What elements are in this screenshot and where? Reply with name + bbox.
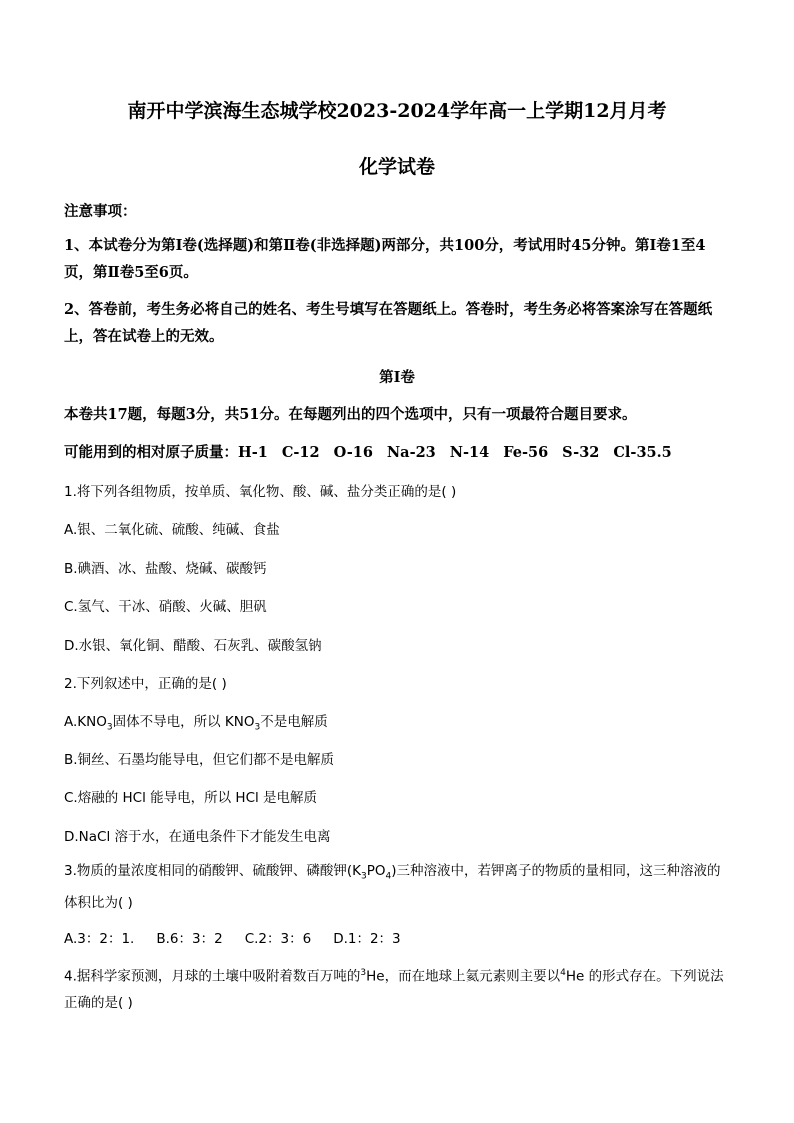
q2-a-text-2: 固体不导电，所以 KNO <box>112 714 255 730</box>
q3-options <box>64 927 401 947</box>
q1-stem: 1.将下列各组物质，按单质、氧化物、酸、碱、盐分类正确的是( ) <box>64 484 457 500</box>
atomic-masses-label: 可能用到的相对原子质量： <box>64 444 238 461</box>
q3-text-3: )三种溶液中，若钾离子的物质的量相同，这三种溶液的体积比为( ) <box>64 863 721 911</box>
notes-heading: 注意事项： <box>64 203 137 220</box>
q2-option-c: C.熔融的 HCl 能导电，所以 HCl 是电解质 <box>64 790 318 806</box>
note-item-1: 1、本试卷分为第Ⅰ卷(选择题)和第Ⅱ卷(非选择题)两部分，共100分，考试用时45分钟。第Ⅰ卷1至4页，第Ⅱ卷5至6页。 <box>64 237 706 281</box>
mass-fe: Fe-56 <box>503 444 549 461</box>
mass-s: S-32 <box>562 444 600 461</box>
q4-sup-1: 3 <box>360 968 367 978</box>
q2-stem: 2.下列叙述中，正确的是( ) <box>64 676 227 692</box>
q2-option-d: D.NaCl 溶于水，在通电条件下才能发生电离 <box>64 829 331 845</box>
q4-sup-2: 4 <box>560 968 566 978</box>
q2-a-sub-2: 3 <box>254 722 261 733</box>
section-instructions: 本卷共17题，每题3分，共51分。在每题列出的四个选项中，只有一项最符合题目要求。 <box>64 406 637 423</box>
section-title: 第Ⅰ卷 <box>379 369 415 386</box>
q3-sub-1: 3 <box>361 871 367 882</box>
q4-text-1: 4.据科学家预测，月球的土壤中吸附着数百万吨的 <box>64 968 361 985</box>
q4-text-3: He 的形式存在。下列说法正确的是( ) <box>64 968 724 1011</box>
q1-option-a: A.银、二氧化硫、硫酸、纯碱、食盐 <box>64 522 280 538</box>
q1-option-c: C.氢气、干冰、硝酸、火碱、胆矾 <box>64 599 267 615</box>
mass-cl: Cl-35.5 <box>613 444 672 461</box>
q3-option-c: C.2：3：6 <box>244 931 312 947</box>
q3-sub-2: 4 <box>385 871 392 882</box>
q4-stem <box>64 960 734 1016</box>
mass-o: O-16 <box>333 444 373 461</box>
exam-title: 南开中学滨海生态城学校2023-2024学年高一上学期12月月考 <box>127 100 667 122</box>
q3-option-d: D.1：2：3 <box>333 931 401 947</box>
q3-text-2: PO <box>366 863 386 879</box>
mass-c: C-12 <box>281 444 320 461</box>
atomic-masses <box>64 441 686 462</box>
mass-n: N-14 <box>449 444 490 461</box>
q3-stem <box>64 858 734 916</box>
mass-h: H-1 <box>238 444 268 461</box>
q2-a-text-3: 不是电解质 <box>260 714 328 730</box>
q4-text-2: He，而在地球上氦元素则主要以 <box>366 968 561 985</box>
q2-a-sub-1: 3 <box>106 722 113 733</box>
q1-option-b: B.碘酒、冰、盐酸、烧碱、碳酸钙 <box>64 561 267 577</box>
note-item-2: 2、答卷前，考生务必将自己的姓名、考生号填写在答题纸上。答卷时，考生务必将答案涂写在答题纸上，答在试卷上的无效。 <box>64 301 713 345</box>
q2-option-b: B.铜丝、石墨均能导电，但它们都不是电解质 <box>64 752 335 768</box>
q3-option-a: A.3：2：1. <box>64 931 135 947</box>
exam-subtitle: 化学试卷 <box>358 156 435 178</box>
q1-option-d: D.水银、氧化铜、醋酸、石灰乳、碳酸氢钠 <box>64 638 322 654</box>
q2-a-text-1: A.KNO <box>64 714 107 730</box>
mass-na: Na-23 <box>386 444 436 461</box>
q3-option-b: B.6：3：2 <box>156 931 223 947</box>
q2-option-a <box>64 710 328 733</box>
q3-text-1: 3.物质的量浓度相同的硝酸钾、硫酸钾、磷酸钾(K <box>64 863 361 879</box>
